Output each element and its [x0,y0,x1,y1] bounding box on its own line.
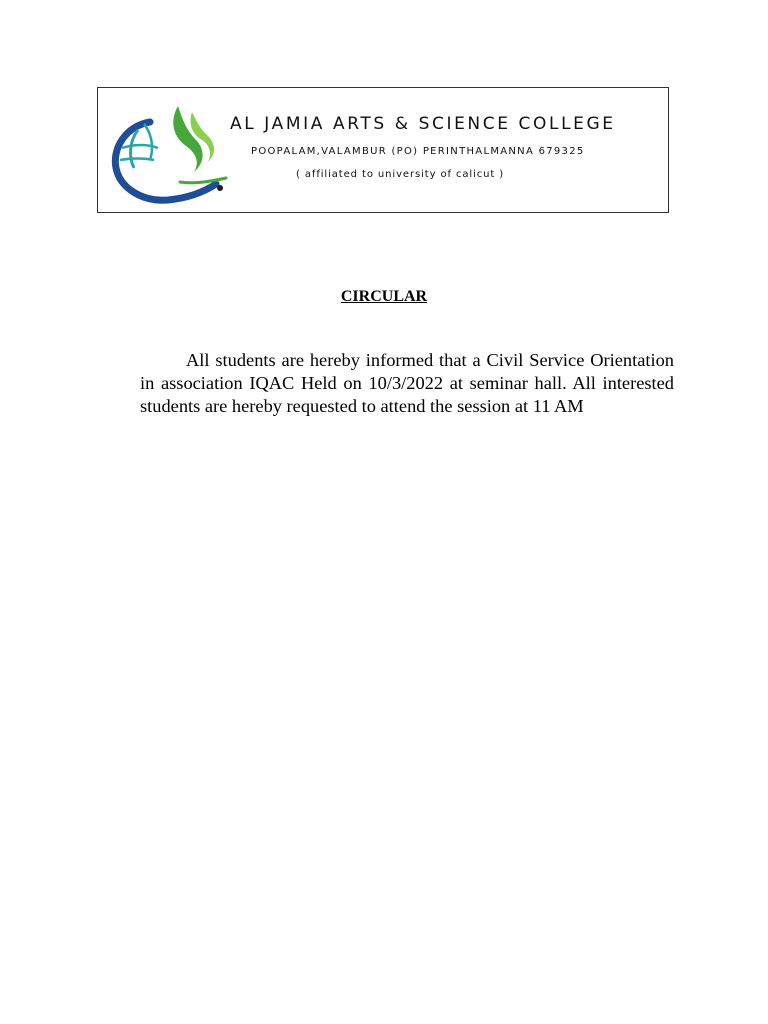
college-affiliation: ( affiliated to university of calicut ) [296,169,505,180]
circular-body: All students are hereby informed that a Civil Service Orientation in association IQAC Held on 10/3/2022 at seminar hall. All interested students are hereby requested to attend the session at 11 AM [140,350,674,416]
circular-title: CIRCULAR [340,288,428,305]
letterhead [97,87,669,213]
college-address: POOPALAM,VALAMBUR (PO) PERINTHALMANNA 679325 [251,146,585,157]
college-name: AL JAMIA ARTS & SCIENCE COLLEGE [230,114,616,134]
college-logo-icon [108,100,238,205]
